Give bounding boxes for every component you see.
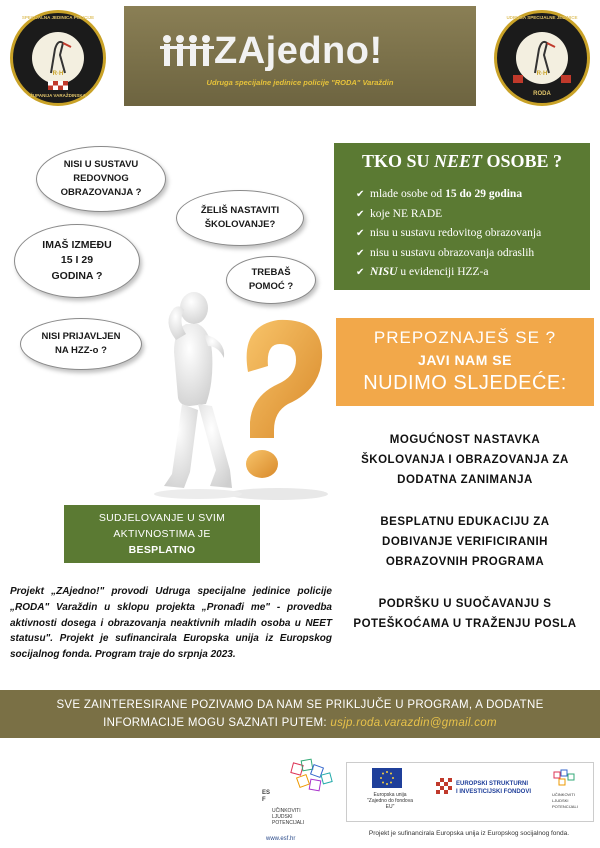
neet-info-box bbox=[334, 143, 590, 290]
esf-mini-text: UČINKOVITI LJUDSKI POTENCIJALI bbox=[552, 792, 578, 809]
neet-criteria-list bbox=[356, 185, 541, 283]
participation-text: AKTIVNOSTIMA JE bbox=[113, 528, 211, 540]
cofinancing-note: Projekt je sufinancirala Europska unija iz Europskog socijalnog fonda. bbox=[368, 830, 570, 837]
offer-text: PODRŠKU U SUOČAVANJU S bbox=[378, 598, 552, 610]
esf-website-link[interactable]: www.esf.hr bbox=[266, 836, 296, 842]
participation-text: SUDJELOVANJE U SVIM bbox=[98, 512, 226, 524]
list-item: ✔ nisu u sustavu redovitog obrazovanja bbox=[356, 224, 541, 244]
left-police-badge bbox=[10, 10, 106, 106]
cloud-age-question bbox=[14, 224, 140, 298]
cloud-education-question bbox=[36, 146, 166, 212]
cloud-text: NA HZZ-o ? bbox=[55, 345, 107, 356]
thinking-figure-with-question-mark-icon bbox=[128, 286, 334, 504]
footer-text: SVE ZAINTERESIRANE POZIVAMO DA NAM SE PRIKLJUČE U PROGRAM, A DODATNE bbox=[56, 699, 544, 711]
cloud-text: GODINA ? bbox=[51, 269, 103, 282]
offer-text: OBRAZOVNIH PROGRAMA bbox=[385, 556, 545, 568]
offer-text: ŠKOLOVANJA I OBRAZOVANJA ZA bbox=[361, 454, 569, 466]
stork-emblem-icon bbox=[497, 13, 587, 103]
offer-text: DODATNA ZANIMANJA bbox=[397, 474, 533, 486]
offer-text: DOBIVANJE VERIFICIRANIH bbox=[382, 536, 548, 548]
cloud-text: 15 I 29 bbox=[60, 254, 94, 267]
esf-small-text: UČINKOVITI LJUDSKI POTENCIJALI bbox=[272, 808, 305, 826]
contact-footer-bar bbox=[0, 690, 600, 738]
participation-text-bold: BESPLATNO bbox=[128, 544, 196, 556]
cloud-continue-school-question bbox=[176, 190, 304, 246]
right-association-badge bbox=[494, 10, 590, 106]
cloud-text: NISI PRIJAVLJEN bbox=[41, 331, 121, 343]
left-badge-bottom-text: ŽUPANIJA VARAŽDINSKA bbox=[30, 93, 86, 98]
offer-text: POTEŠKOĆAMA U TRAŽENJU POSLA bbox=[353, 618, 577, 630]
checkmark-icon: ✔ bbox=[356, 228, 365, 239]
esf-logo-icon bbox=[262, 758, 338, 810]
cloud-text: ŠKOLOVANJE? bbox=[204, 219, 276, 230]
checkmark-icon: ✔ bbox=[356, 267, 365, 278]
cloud-text: TREBAŠ bbox=[251, 267, 291, 279]
stork-emblem-icon bbox=[13, 13, 103, 103]
offer-job-search-support bbox=[336, 594, 594, 634]
offer-continue-education bbox=[336, 430, 594, 490]
cloud-text: NISI U SUSTAVU bbox=[63, 159, 139, 171]
checkmark-icon: ✔ bbox=[356, 189, 365, 200]
people-group-icon bbox=[160, 33, 214, 69]
cloud-text: OBRAZOVANJA ? bbox=[60, 186, 142, 198]
esf-mini-logo-icon bbox=[550, 768, 578, 790]
offer-line-2: JAVI NAM SE bbox=[418, 352, 512, 368]
banner-title: ZAjedno! bbox=[214, 30, 383, 72]
cloud-text: ŽELIŠ NASTAVITI bbox=[200, 205, 280, 217]
banner-subtitle: Udruga specijalne jedinice policije "RODA" Varaždin bbox=[206, 78, 394, 87]
list-item: ✔ koje NE RADE bbox=[356, 205, 541, 225]
right-badge-bottom-text: RODA bbox=[533, 91, 551, 97]
offer-text: MOGUĆNOST NASTAVKA bbox=[389, 434, 541, 446]
eu-caption: Europska unija "Zajedno do fondova EU" bbox=[367, 792, 413, 810]
offer-line-1: PREPOZNAJEŠ SE ? bbox=[373, 328, 557, 347]
offer-line-3: NUDIMO SLJEDEĆE: bbox=[363, 372, 567, 394]
right-badge-ring-text: UDRUGA SPECIJALNE JEDINICE bbox=[506, 15, 578, 20]
neet-heading-emphasis: NEET bbox=[433, 151, 482, 171]
left-badge-ring-text: SPECIJALNA JEDINICA POLICIJE bbox=[21, 15, 95, 20]
participation-free-box bbox=[64, 505, 260, 563]
project-description: Projekt „ZAjedno!" provodi Udruga specijalne jedinice policije „RODA" Varaždin u sklopu projekta „Pronađi me" - provedba aktivnosti dosega i obrazovanja neaktivnih mladih osoba u NEET statusu". Projekt je sufinancirala Europska unija iz Europskog socijalnog fonda. Program traje do srpnja 2023. bbox=[10, 586, 332, 661]
contact-email-link[interactable]: usjp.roda.varazdin@gmail.com bbox=[330, 717, 497, 729]
neet-heading-part: TKO SU bbox=[361, 151, 434, 171]
recognize-yourself-box bbox=[336, 318, 594, 406]
offer-free-training bbox=[336, 512, 594, 572]
list-item: ✔ nisu u sustavu obrazovanja odraslih bbox=[356, 244, 541, 264]
checkmark-icon: ✔ bbox=[356, 247, 365, 259]
cloud-hzz-question bbox=[20, 318, 142, 370]
offer-text: BESPLATNU EDUKACIJU ZA bbox=[380, 516, 550, 528]
right-badge-center: R·H bbox=[536, 71, 548, 77]
neet-heading-part: OSOBE ? bbox=[482, 151, 563, 171]
footer-contact-line bbox=[0, 714, 600, 732]
cloud-text: IMAŠ IZMEĐU bbox=[42, 239, 112, 252]
structural-funds-label: EUROPSKI STRUKTURNI I INVESTICIJSKI FONDOVI bbox=[456, 781, 532, 795]
cloud-text: REDOVNOG bbox=[73, 173, 129, 185]
list-item: ✔ mlade osobe od 15 do 29 godina bbox=[356, 185, 541, 205]
checkmark-icon: ✔ bbox=[356, 208, 365, 220]
list-item: ✔ NISU u evidenciji HZZ-a bbox=[356, 263, 541, 283]
left-badge-center: R·H bbox=[52, 71, 64, 77]
footer-text: INFORMACIJE MOGU SAZNATI PUTEM: bbox=[103, 717, 331, 729]
eu-flag-icon bbox=[372, 768, 402, 788]
cloud-text: POMOĆ ? bbox=[248, 281, 294, 292]
neet-heading bbox=[334, 151, 590, 172]
croatia-checker-icon bbox=[436, 778, 452, 794]
esf-vertical-label: ESF bbox=[262, 790, 271, 803]
